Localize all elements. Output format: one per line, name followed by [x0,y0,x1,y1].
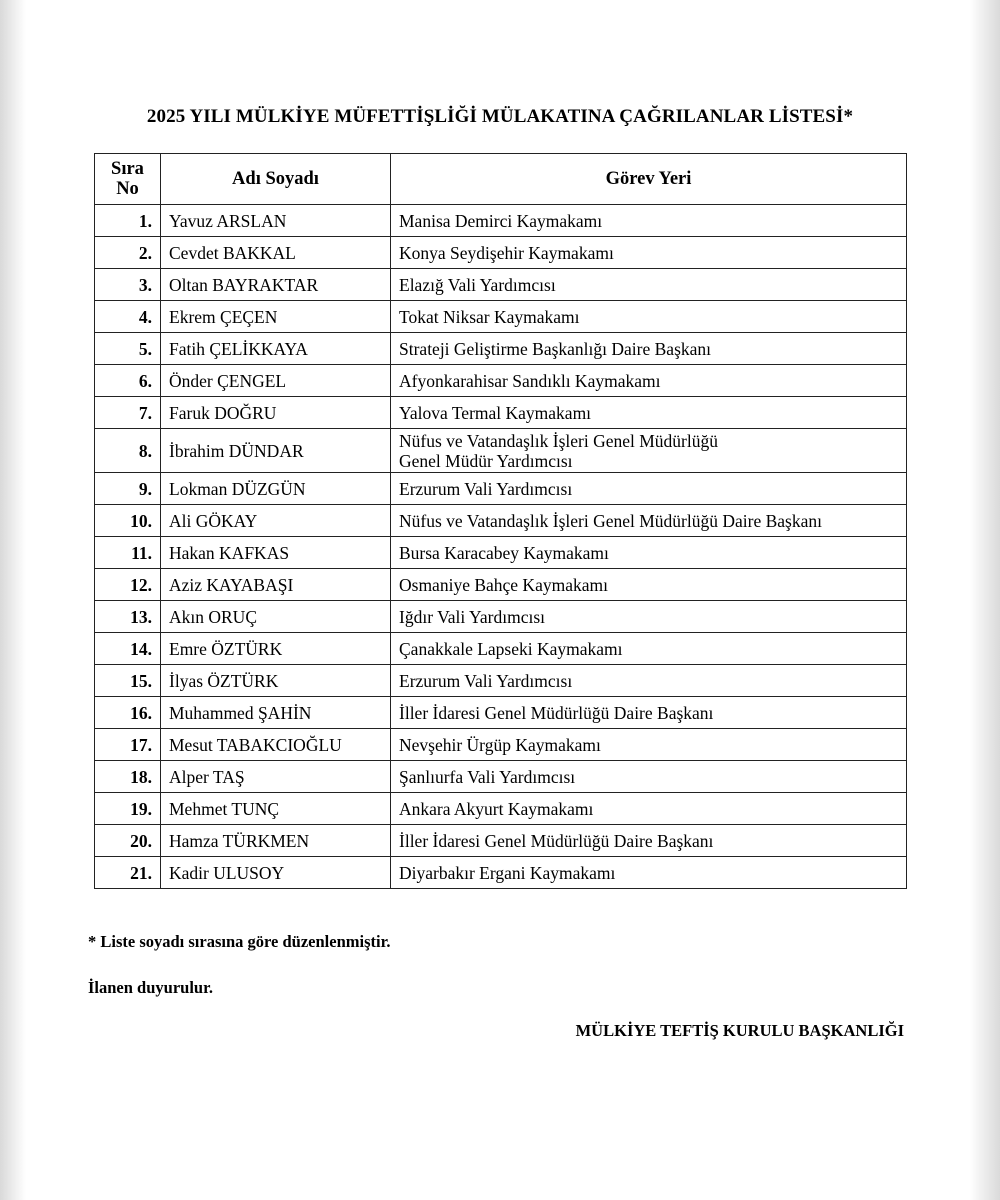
row-number: 2. [95,237,161,269]
row-name: Mehmet TUNÇ [161,793,391,825]
table-row [95,793,907,825]
row-post: Nevşehir Ürgüp Kaymakamı [391,729,907,761]
row-name: Önder ÇENGEL [161,365,391,397]
table-row [95,237,907,269]
row-post: İller İdaresi Genel Müdürlüğü Daire Başkanı [391,697,907,729]
row-name: Emre ÖZTÜRK [161,633,391,665]
table-row [95,269,907,301]
row-number: 9. [95,473,161,505]
row-number: 16. [95,697,161,729]
table-row [95,857,907,889]
row-number: 10. [95,505,161,537]
table-row [95,729,907,761]
table-row [95,633,907,665]
table-row [95,505,907,537]
table-row [95,473,907,505]
footnote: * Liste soyadı sırasına göre düzenlenmiştir. [88,932,391,951]
row-name: Alper TAŞ [161,761,391,793]
row-name: Oltan BAYRAKTAR [161,269,391,301]
row-post-line1: Nüfus ve Vatandaşlık İşleri Genel Müdürlüğü [399,430,718,451]
table-row [95,665,907,697]
table-row [95,397,907,429]
row-post: Şanlıurfa Vali Yardımcısı [391,761,907,793]
row-number: 15. [95,665,161,697]
table-row [95,205,907,237]
row-number: 4. [95,301,161,333]
row-name: Cevdet BAKKAL [161,237,391,269]
table-row [95,569,907,601]
row-post: Diyarbakır Ergani Kaymakamı [391,857,907,889]
row-name: Hamza TÜRKMEN [161,825,391,857]
page-edge-shadow-left [0,0,26,1200]
row-number: 7. [95,397,161,429]
header-sira: Sıra [111,159,144,179]
header-post: Görev Yeri [391,154,907,205]
header-name: Adı Soyadı [161,154,391,205]
table-row [95,301,907,333]
row-number: 18. [95,761,161,793]
table-row [95,365,907,397]
table-row [95,601,907,633]
row-name: Muhammed ŞAHİN [161,697,391,729]
row-number: 11. [95,537,161,569]
table-row [95,537,907,569]
row-post: Osmaniye Bahçe Kaymakamı [391,569,907,601]
row-number: 17. [95,729,161,761]
row-name: Ali GÖKAY [161,505,391,537]
signature-authority: MÜLKİYE TEFTİŞ KURULU BAŞKANLIĞI [575,1021,904,1040]
row-name: Kadir ULUSOY [161,857,391,889]
row-name: Yavuz ARSLAN [161,205,391,237]
page-edge-shadow-right [970,0,1000,1200]
row-name: Ekrem ÇEÇEN [161,301,391,333]
row-number: 21. [95,857,161,889]
row-name: Fatih ÇELİKKAYA [161,333,391,365]
row-post [391,429,907,473]
table-row [95,333,907,365]
row-name: Akın ORUÇ [161,601,391,633]
row-post: Iğdır Vali Yardımcısı [391,601,907,633]
row-post: Tokat Niksar Kaymakamı [391,301,907,333]
row-number: 14. [95,633,161,665]
announcement: İlanen duyurulur. [88,978,214,997]
page-title: 2025 YILI MÜLKİYE MÜFETTİŞLİĞİ MÜLAKATINA ÇAĞRILANLAR LİSTESİ* [146,106,854,127]
row-post: Erzurum Vali Yardımcısı [391,473,907,505]
row-post: Afyonkarahisar Sandıklı Kaymakamı [391,365,907,397]
row-post: Elazığ Vali Yardımcısı [391,269,907,301]
row-number: 1. [95,205,161,237]
row-number: 20. [95,825,161,857]
row-post: Nüfus ve Vatandaşlık İşleri Genel Müdürlüğü Daire Başkanı [391,505,907,537]
header-sira-no [95,154,161,205]
table-header-row [95,154,907,205]
table-row [95,697,907,729]
row-post: Ankara Akyurt Kaymakamı [391,793,907,825]
row-name: İlyas ÖZTÜRK [161,665,391,697]
header-no: No [116,179,139,199]
row-name: Mesut TABAKCIOĞLU [161,729,391,761]
row-name: Aziz KAYABAŞI [161,569,391,601]
table-row [95,429,907,473]
row-name: Faruk DOĞRU [161,397,391,429]
table-row [95,825,907,857]
row-number: 3. [95,269,161,301]
row-number: 8. [95,429,161,473]
row-number: 13. [95,601,161,633]
row-number: 19. [95,793,161,825]
row-post: Yalova Termal Kaymakamı [391,397,907,429]
row-post: Erzurum Vali Yardımcısı [391,665,907,697]
row-post: Bursa Karacabey Kaymakamı [391,537,907,569]
candidates-table [94,153,907,889]
row-number: 12. [95,569,161,601]
table-row [95,761,907,793]
row-post: Konya Seydişehir Kaymakamı [391,237,907,269]
row-name: Hakan KAFKAS [161,537,391,569]
row-name: İbrahim DÜNDAR [161,429,391,473]
row-number: 6. [95,365,161,397]
row-name: Lokman DÜZGÜN [161,473,391,505]
row-number: 5. [95,333,161,365]
row-post: Çanakkale Lapseki Kaymakamı [391,633,907,665]
row-post: Strateji Geliştirme Başkanlığı Daire Başkanı [391,333,907,365]
row-post: İller İdaresi Genel Müdürlüğü Daire Başkanı [391,825,907,857]
row-post: Manisa Demirci Kaymakamı [391,205,907,237]
row-post-line2: Genel Müdür Yardımcısı [399,450,573,471]
